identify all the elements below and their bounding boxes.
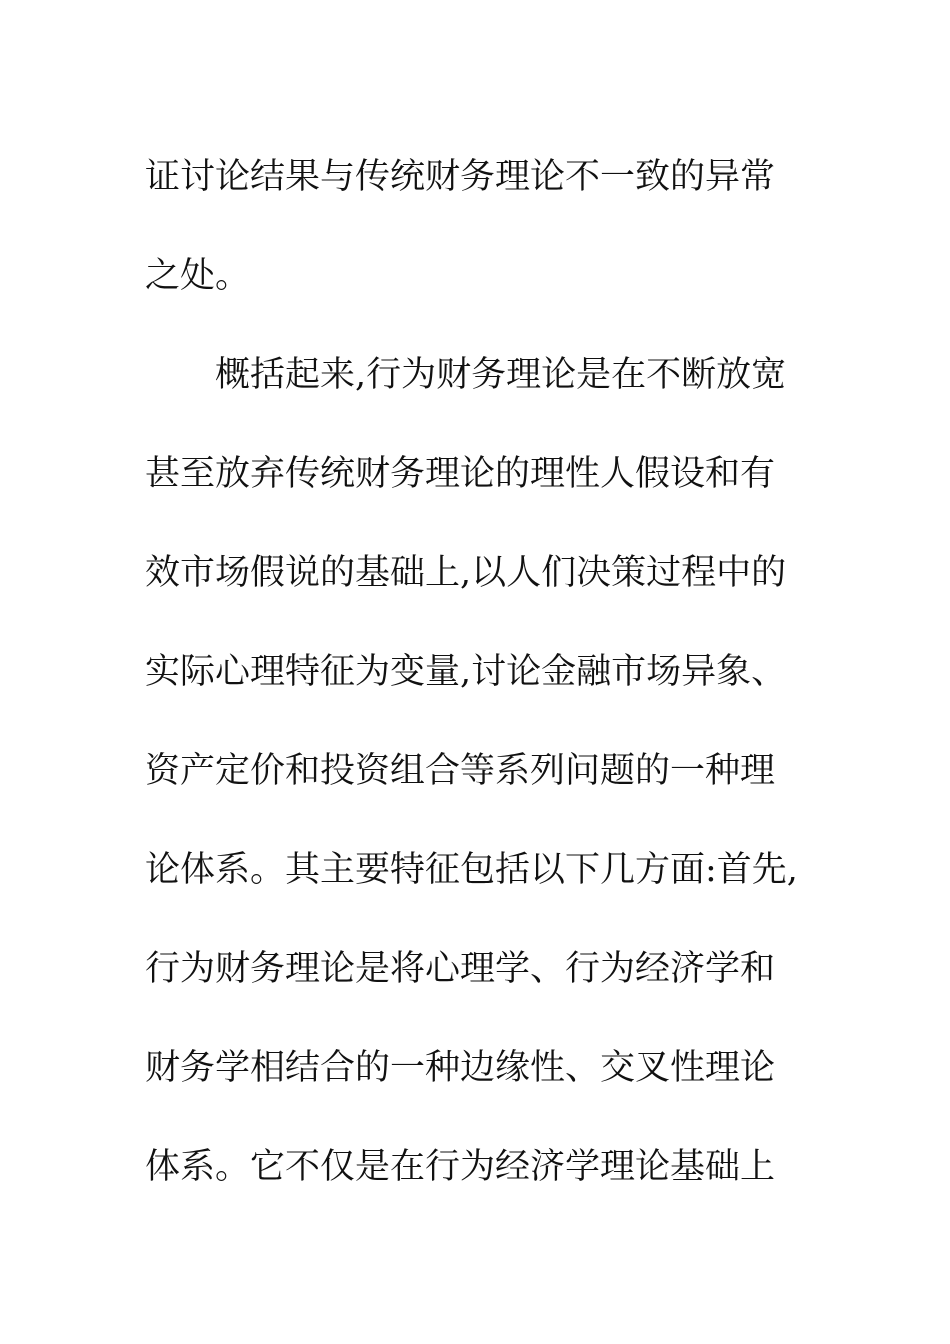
text-line: 效市场假说的基础上,以人们决策过程中的 bbox=[145, 553, 787, 593]
text-line: 资产定价和投资组合等系列问题的一种理 bbox=[145, 751, 776, 791]
text-line: 之处。 bbox=[145, 256, 251, 296]
text-line: 实际心理特征为变量,讨论金融市场异象、 bbox=[145, 652, 787, 692]
paragraph-first-line: 概括起来,行为财务理论是在不断放宽 bbox=[215, 355, 787, 395]
body-text bbox=[145, 128, 845, 1217]
text-line: 行为财务理论是将心理学、行为经济学和 bbox=[145, 949, 776, 989]
text-line: 体系。它不仅是在行为经济学理论基础上 bbox=[145, 1147, 776, 1187]
text-line: 财务学相结合的一种边缘性、交叉性理论 bbox=[145, 1048, 776, 1088]
text-line: 论体系。其主要特征包括以下几方面:首先, bbox=[145, 850, 798, 890]
text-line: 甚至放弃传统财务理论的理性人假设和有 bbox=[145, 454, 776, 494]
text-line: 证讨论结果与传统财务理论不一致的异常 bbox=[145, 157, 776, 197]
